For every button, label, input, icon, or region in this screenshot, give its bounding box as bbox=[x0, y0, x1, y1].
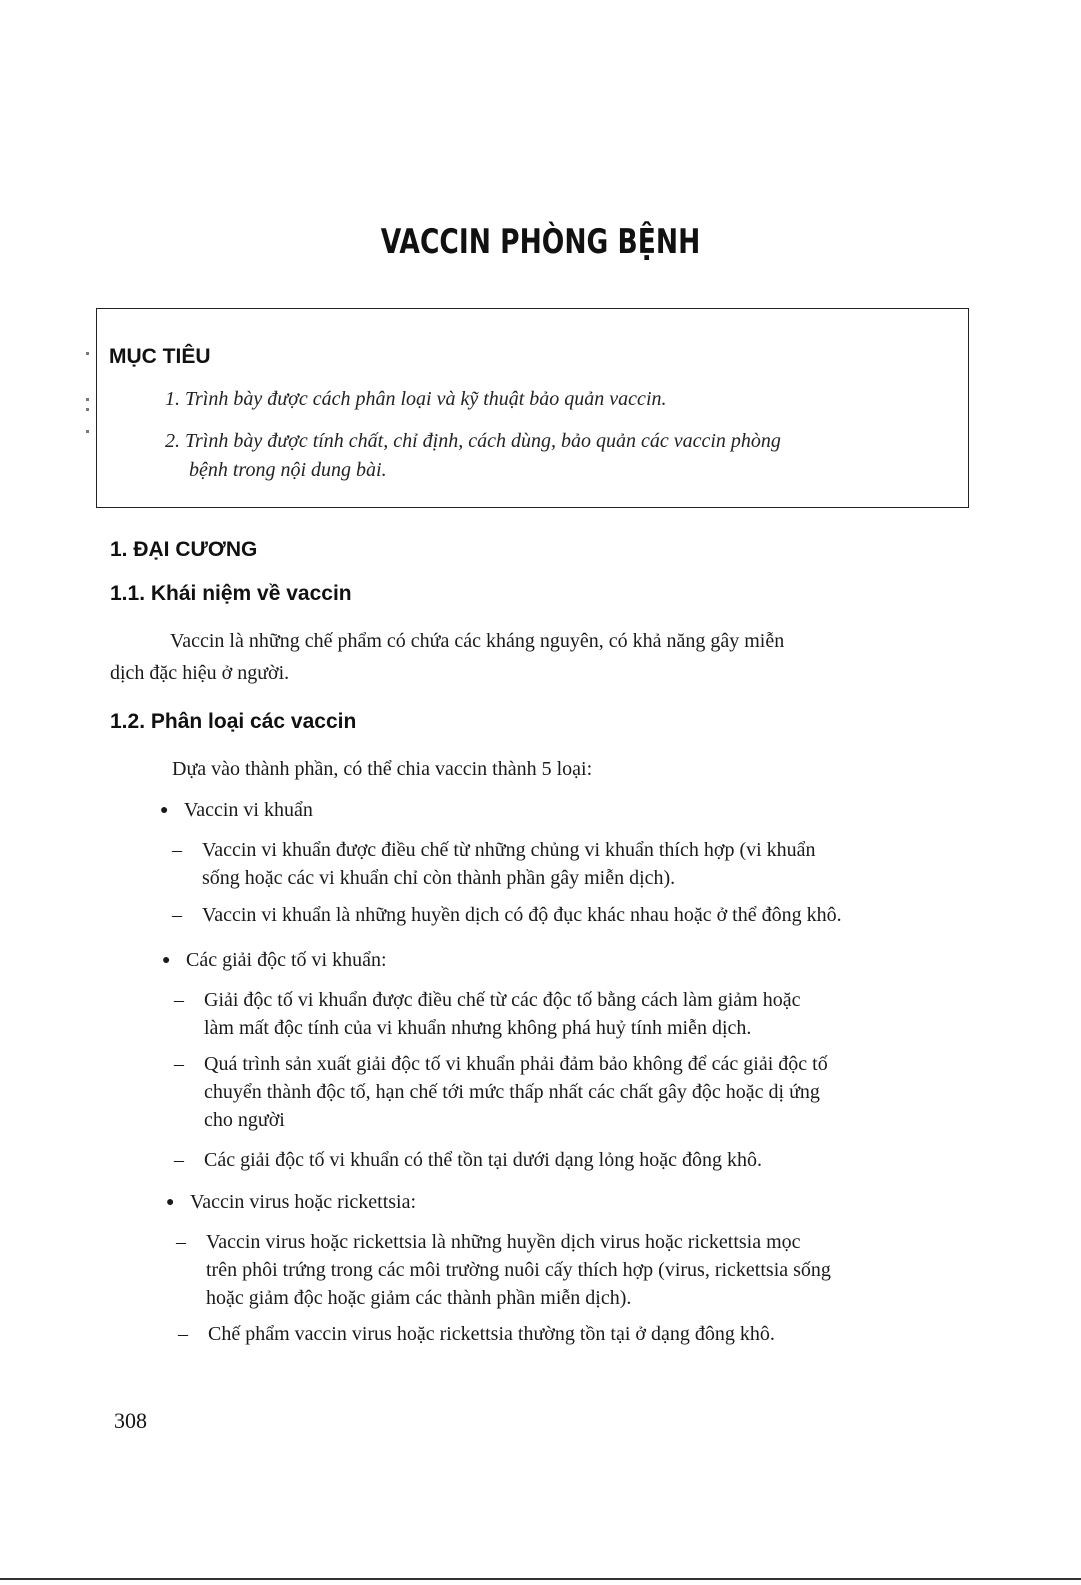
objective-item-2 bbox=[165, 427, 955, 485]
bullet-item bbox=[160, 796, 313, 825]
dash-item-line: Vaccin vi khuẩn được điều chế từ những chủng vi khuẩn thích hợp (vi khuẩn bbox=[202, 839, 816, 861]
scan-edge-line bbox=[0, 1578, 1081, 1580]
dash-item-line: làm mất độc tính của vi khuẩn nhưng không phá huỷ tính miễn dịch. bbox=[204, 1017, 752, 1039]
objective-item-2-line1: 2. Trình bày được tính chất, chỉ định, cách dùng, bảo quản các vaccin phòng bbox=[165, 430, 781, 452]
dash-item bbox=[172, 836, 816, 892]
dash-item bbox=[172, 901, 842, 929]
scan-margin-mark bbox=[86, 430, 89, 433]
dash-item-line: chuyển thành độc tố, hạn chế tới mức thấp nhất các chất gây độc hoặc dị ứng bbox=[204, 1081, 820, 1103]
bullet-dot-icon: ● bbox=[160, 803, 169, 818]
bullet-label: Vaccin vi khuẩn bbox=[184, 799, 313, 821]
dash-item-line: cho người bbox=[204, 1109, 285, 1131]
dash-icon: – bbox=[172, 904, 182, 926]
dash-icon: – bbox=[174, 1149, 184, 1171]
objective-item-2-line2: bệnh trong nội dung bài. bbox=[189, 459, 387, 481]
dash-item-line: trên phôi trứng trong các môi trường nuôi cấy thích hợp (virus, rickettsia sống bbox=[206, 1259, 831, 1281]
dash-item bbox=[174, 986, 801, 1042]
scan-margin-mark bbox=[86, 352, 89, 355]
bullet-item bbox=[166, 1188, 417, 1217]
paragraph-line: dịch đặc hiệu ở người. bbox=[110, 662, 290, 684]
dash-icon: – bbox=[178, 1323, 188, 1345]
dash-icon: – bbox=[174, 989, 184, 1011]
subsection-heading-1-1: 1.1. Khái niệm về vaccin bbox=[110, 582, 352, 605]
bullet-label: Vaccin virus hoặc rickettsia: bbox=[190, 1191, 417, 1213]
dash-item-line: hoặc giảm độc hoặc giảm các thành phần miễn dịch). bbox=[206, 1287, 632, 1309]
scan-margin-mark bbox=[86, 408, 89, 411]
bullet-label: Các giải độc tố vi khuẩn: bbox=[186, 949, 387, 971]
section-heading-1: 1. ĐẠI CƯƠNG bbox=[110, 538, 258, 561]
paragraph-line: Vaccin là những chế phẩm có chứa các kháng nguyên, có khả năng gây miễn bbox=[170, 630, 785, 652]
dash-item-line: Quá trình sản xuất giải độc tố vi khuẩn phải đảm bảo không để các giải độc tố bbox=[204, 1053, 828, 1075]
page-number: 308 bbox=[114, 1408, 147, 1433]
dash-item-line: Vaccin vi khuẩn là những huyền dịch có độ đục khác nhau hoặc ở thể đông khô. bbox=[202, 904, 842, 926]
subsection-heading-1-2: 1.2. Phân loại các vaccin bbox=[110, 710, 357, 733]
dash-icon: – bbox=[176, 1231, 186, 1253]
dash-item bbox=[176, 1228, 831, 1312]
objectives-heading: MỤC TIÊU bbox=[109, 345, 211, 368]
paragraph-line: Dựa vào thành phần, có thể chia vaccin thành 5 loại: bbox=[172, 758, 593, 780]
dash-item bbox=[178, 1320, 775, 1348]
dash-item-line: Các giải độc tố vi khuẩn có thể tồn tại dưới dạng lỏng hoặc đông khô. bbox=[204, 1149, 762, 1171]
objectives-box bbox=[96, 308, 969, 508]
dash-item-line: sống hoặc các vi khuẩn chỉ còn thành phần gây miễn dịch). bbox=[202, 867, 676, 889]
dash-icon: – bbox=[174, 1053, 184, 1075]
bullet-dot-icon: ● bbox=[166, 1195, 175, 1210]
page-title: VACCIN PHÒNG BỆNH bbox=[380, 222, 701, 262]
dash-item-line: Chế phẩm vaccin virus hoặc rickettsia thường tồn tại ở dạng đông khô. bbox=[208, 1323, 775, 1345]
dash-item bbox=[174, 1146, 762, 1174]
dash-item-line: Vaccin virus hoặc rickettsia là những huyền dịch virus hoặc rickettsia mọc bbox=[206, 1231, 801, 1253]
dash-item-line: Giải độc tố vi khuẩn được điều chế từ các độc tố bằng cách làm giảm hoặc bbox=[204, 989, 801, 1011]
objective-item-1: 1. Trình bày được cách phân loại và kỹ thuật bảo quản vaccin. bbox=[165, 388, 667, 410]
dash-item bbox=[174, 1050, 828, 1134]
bullet-item bbox=[162, 946, 387, 975]
scan-margin-mark bbox=[86, 398, 89, 401]
dash-icon: – bbox=[172, 839, 182, 861]
bullet-dot-icon: ● bbox=[162, 953, 171, 968]
